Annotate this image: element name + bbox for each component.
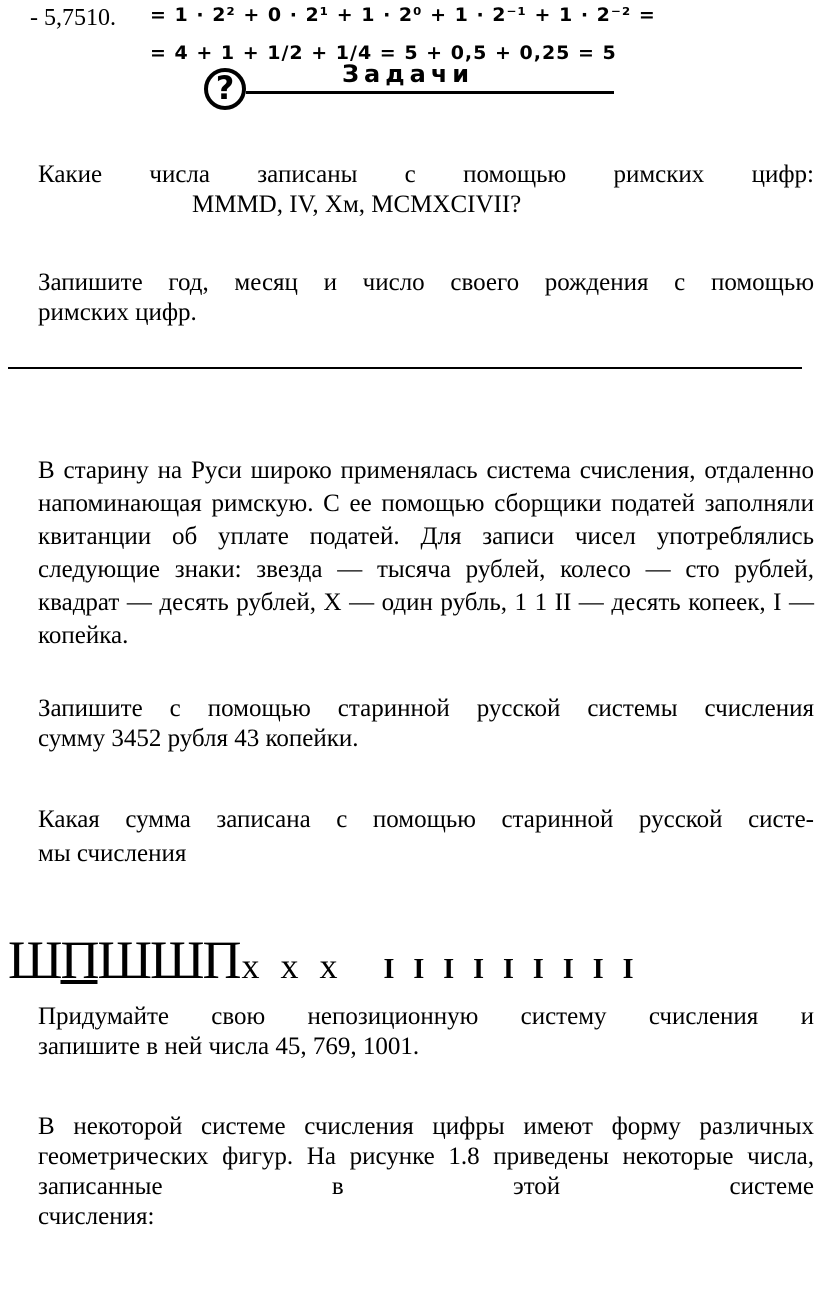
symbol-x-marks: x x x	[241, 946, 344, 986]
q4-line-1: Запишите с помощью старинной русской системы счисления	[38, 695, 814, 722]
q5-line-2: мы счисления	[38, 840, 187, 867]
q2-line-1: Запишите год, месяц и число своего рождения с помощью	[38, 269, 814, 296]
q7-line-4: счисления:	[38, 1203, 155, 1230]
symbol-pe-underlined: П	[60, 930, 98, 990]
symbol-pe: П	[202, 930, 240, 990]
header-rule	[246, 91, 614, 94]
q6-line-2: запишите в ней числа 45, 769, 1001.	[38, 1033, 420, 1060]
symbol-sha: Ш	[8, 930, 61, 990]
question-icon: ?	[204, 68, 246, 110]
q1-line-2: MMMD, IV, Хм, MCMXCIVII?	[192, 191, 522, 218]
q3-line-5: звезда — тысяча рублей, колесо — сто рублей, квадрат —	[38, 556, 814, 616]
paragraph-geometric-digits	[38, 1112, 814, 1232]
question-write-sum	[38, 694, 814, 754]
q1-line-1: Какие числа записаны с помощью римских цифр:	[38, 161, 814, 188]
question-roman-numerals	[38, 160, 814, 190]
symbol-sha-pair: ШШ	[97, 930, 203, 990]
q3-line-1: В старину на Руси широко применялась система счисления,	[38, 457, 696, 484]
question-birthdate	[38, 268, 814, 328]
symbol-i-marks: I I I I I I I I I	[383, 954, 640, 985]
equation-line-2: = 4 + 1 + 1/2 + 1/4 = 5 + 0,5 + 0,25 = 5	[150, 42, 617, 64]
lead-text: - 5,7510.	[30, 5, 116, 31]
paragraph-old-russian-system	[38, 454, 814, 652]
q7-line-2: различных геометрических фигур. На рисунке 1.8	[38, 1113, 814, 1170]
q4-line-2: сумму 3452 рубля 43 копейки.	[38, 725, 359, 752]
q3-line-3: сборщики податей заполняли квитанции об уплате податей.	[38, 490, 814, 550]
tasks-title: Задачи	[342, 60, 475, 88]
q6-line-1: Придумайте свою непозиционную систему счисления и	[38, 1003, 814, 1030]
old-russian-number-symbols	[8, 930, 640, 1000]
question-read-sum	[38, 803, 814, 871]
q3-line-2: отдаленно напоминающая римскую. С ее помощью	[38, 457, 814, 517]
section-divider	[8, 367, 802, 369]
q2-line-2: римских цифр.	[38, 299, 197, 326]
equation-line-1: = 1 · 2² + 0 · 2¹ + 1 · 2⁰ + 1 · 2⁻¹ + 1 · 2⁻² =	[150, 4, 656, 26]
q7-line-3: приведены некоторые числа, записанные в этой системе	[38, 1143, 815, 1200]
q7-line-1: В некоторой системе счисления цифры имеют форму	[38, 1113, 681, 1140]
question-invent-system	[38, 1002, 814, 1062]
q3-line-4: Для записи чисел употреблялись следующие знаки:	[38, 523, 814, 583]
q3-line-7: копейка.	[38, 622, 129, 649]
q3-line-6: десять рублей, X — один рубль, 1 1 II — десять копеек, I —	[159, 589, 815, 616]
q5-line-1: Какая сумма записана с помощью старинной русской систе-	[38, 806, 814, 833]
